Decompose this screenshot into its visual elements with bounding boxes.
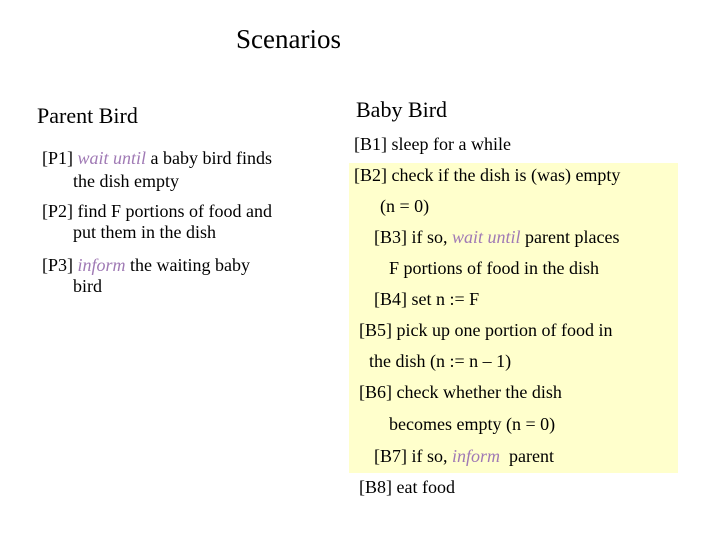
b3-prefix: [B3] if so,	[374, 227, 452, 247]
parent-step-p2: [P2] find F portions of food and	[42, 201, 272, 221]
baby-step-b3	[374, 227, 619, 248]
parent-step-p1	[42, 147, 272, 170]
baby-step-b6-continuation: becomes empty (n = 0)	[389, 414, 556, 434]
parent-step-p3-continuation: bird	[73, 276, 102, 296]
slide-title: Scenarios	[236, 24, 341, 54]
baby-step-b4: [B4] set n := F	[374, 289, 480, 309]
parent-bird-heading: Parent Bird	[37, 103, 138, 128]
baby-step-b1: [B1] sleep for a while	[354, 134, 511, 154]
p1-emphasis: wait until	[77, 148, 147, 168]
p1-tag: [P1]	[42, 148, 73, 168]
baby-step-b7	[374, 446, 554, 467]
p3-emphasis: inform	[77, 255, 126, 275]
baby-step-b6: [B6] check whether the dish	[359, 382, 562, 402]
parent-step-p1-continuation: the dish empty	[73, 171, 179, 191]
baby-bird-heading: Baby Bird	[356, 97, 448, 122]
baby-step-b2-continuation: (n = 0)	[380, 196, 430, 216]
baby-step-b8: [B8] eat food	[359, 477, 455, 497]
baby-step-b2: [B2] check if the dish is (was) empty	[354, 165, 621, 185]
p3-text: the waiting baby	[125, 255, 250, 275]
b7-suffix: parent	[500, 446, 554, 466]
b7-prefix: [B7] if so,	[374, 446, 452, 466]
b7-emphasis: inform	[452, 446, 501, 466]
parent-step-p2-continuation: put them in the dish	[73, 222, 216, 242]
b3-emphasis: wait until	[452, 227, 521, 247]
p1-text: a baby bird finds	[146, 148, 272, 168]
parent-step-p3	[42, 254, 250, 277]
p3-tag: [P3]	[42, 255, 73, 275]
baby-step-b5: [B5] pick up one portion of food in	[359, 320, 613, 340]
b3-suffix: parent places	[520, 227, 620, 247]
baby-step-b3-continuation: F portions of food in the dish	[389, 258, 599, 278]
baby-step-b5-continuation: the dish (n := n – 1)	[369, 351, 512, 371]
